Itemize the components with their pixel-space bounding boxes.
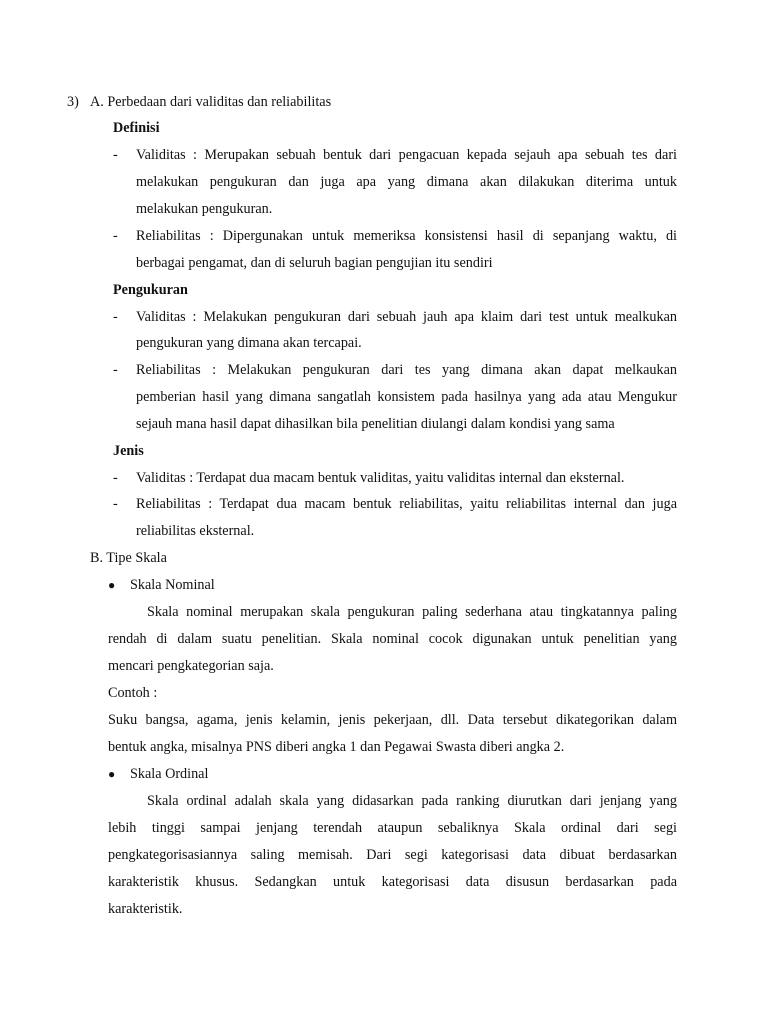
dash-marker: - xyxy=(113,470,118,486)
bullet-icon: ● xyxy=(108,578,116,592)
jenis-validitas-line-1: Validitas : Terdapat dua macam bentuk validitas, yaitu validitas internal dan eksternal. xyxy=(136,470,625,486)
heading-jenis: Jenis xyxy=(113,443,144,459)
ordinal-para-line-3: pengkategorisasiannya saling memisah. Dari segi kategorisasi data dibuat berdasarkan xyxy=(108,847,677,863)
ordinal-para-line-2: lebih tinggi sampai jenjang terendah ataupun sebaliknya Skala ordinal dari segi xyxy=(108,820,677,836)
ordinal-para-line-5: karakteristik. xyxy=(108,901,183,917)
heading-skala-nominal: Skala Nominal xyxy=(130,577,215,593)
dash-marker: - xyxy=(113,228,118,244)
nominal-para-line-2: rendah di dalam suatu penelitian. Skala nominal cocok digunakan untuk penelitian yang xyxy=(108,631,677,647)
ordinal-para-line-4: karakteristik khusus. Sedangkan untuk kategorisasi data disusun berdasarkan pada xyxy=(108,874,677,890)
definisi-validitas-line-1: Validitas : Merupakan sebuah bentuk dari pengacuan kepada sejauh apa sebuah tes dari xyxy=(136,147,677,163)
nominal-para-line-1: Skala nominal merupakan skala pengukuran paling sederhana atau tingkatannya paling xyxy=(147,604,677,620)
pengukuran-validitas-line-2: pengukuran yang dimana akan tercapai. xyxy=(136,335,362,351)
dash-marker: - xyxy=(113,362,118,378)
jenis-reliabilitas-line-1: Reliabilitas : Terdapat dua macam bentuk reliabilitas, yaitu reliabilitas internal dan juga xyxy=(136,496,677,512)
definisi-reliabilitas-line-1: Reliabilitas : Dipergunakan untuk memeriksa konsistensi hasil di sepanjang waktu, di xyxy=(136,228,677,244)
section-number: 3) xyxy=(67,94,79,110)
contoh-line-2: bentuk angka, misalnya PNS diberi angka 1 dan Pegawai Swasta diberi angka 2. xyxy=(108,739,565,755)
bullet-icon: ● xyxy=(108,767,116,781)
dash-marker: - xyxy=(113,496,118,512)
pengukuran-validitas-line-1: Validitas : Melakukan pengukuran dari sebuah jauh apa klaim dari test untuk mealkukan xyxy=(136,309,677,325)
pengukuran-reliabilitas-line-1: Reliabilitas : Melakukan pengukuran dari tes yang dimana akan dapat melkaukan xyxy=(136,362,677,378)
heading-pengukuran: Pengukuran xyxy=(113,282,188,298)
ordinal-para-line-1: Skala ordinal adalah skala yang didasarkan pada ranking diurutkan dari jenjang yang xyxy=(147,793,677,809)
heading-skala-ordinal: Skala Ordinal xyxy=(130,766,209,782)
definisi-validitas-line-3: melakukan pengukuran. xyxy=(136,201,273,217)
nominal-para-line-3: mencari pengkategorian saja. xyxy=(108,658,274,674)
definisi-validitas-line-2: melakukan pengukuran dan juga apa yang dimana akan dilakukan diterima untuk xyxy=(136,174,677,190)
contoh-label: Contoh : xyxy=(108,685,158,701)
pengukuran-reliabilitas-line-2: pemberian hasil yang dimana sangatlah konsistem pada hasilnya yang ada atau Mengukur xyxy=(136,389,677,405)
contoh-line-1: Suku bangsa, agama, jenis kelamin, jenis pekerjaan, dll. Data tersebut dikategorikan dalam xyxy=(108,712,677,728)
dash-marker: - xyxy=(113,147,118,163)
dash-marker: - xyxy=(113,309,118,325)
heading-definisi: Definisi xyxy=(113,120,160,136)
section-b-title: B. Tipe Skala xyxy=(90,550,167,566)
pengukuran-reliabilitas-line-3: sejauh mana hasil dapat dihasilkan bila penelitian diulangi dalam kondisi yang sama xyxy=(136,416,615,432)
definisi-reliabilitas-line-2: berbagai pengamat, dan di seluruh bagian pengujian itu sendiri xyxy=(136,255,493,271)
section-a-title: A. Perbedaan dari validitas dan reliabilitas xyxy=(90,94,332,110)
jenis-reliabilitas-line-2: reliabilitas eksternal. xyxy=(136,523,255,539)
